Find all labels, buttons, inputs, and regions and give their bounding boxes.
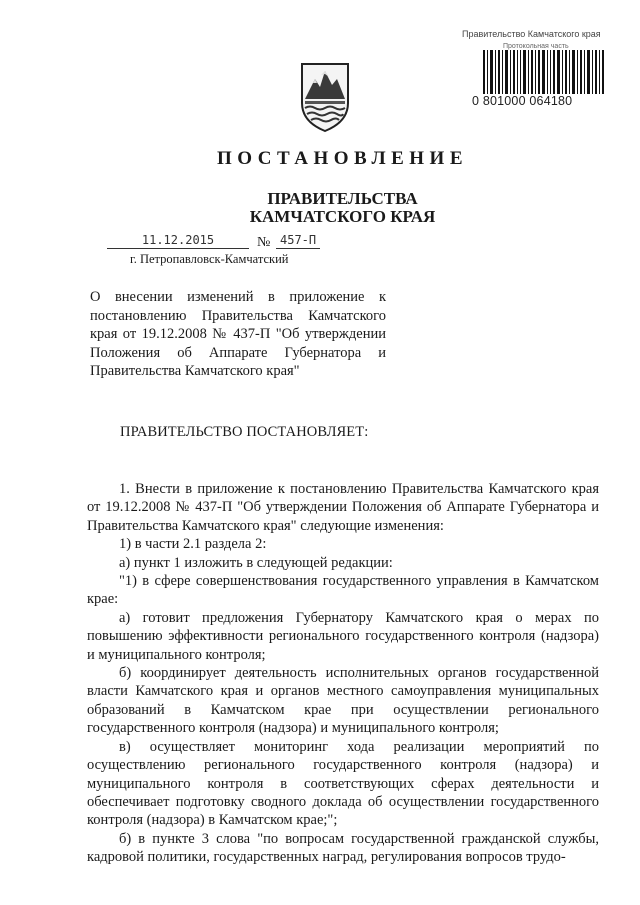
decree-heading: ПРАВИТЕЛЬСТВО ПОСТАНОВЛЯЕТ: xyxy=(120,424,369,440)
number-sign: № xyxy=(257,235,271,250)
document-subject: О внесении изменений в приложение к постановлению Правительства Камчатского края от 19.12.2008 № 437-П "Об утверждении Положения об Аппарате Губернатора и Правительства Камчатского края" xyxy=(90,289,386,380)
barcode-number: 0 801000 064180 xyxy=(472,94,573,108)
protocol-label: Протокольная часть xyxy=(503,43,569,50)
body-paragraph: а) готовит предложения Губернатору Камчатского края о мерах по повышению эффективности регионального государственного контроля (надзора) и муниципального контроля; xyxy=(87,609,599,663)
body-paragraph: в) осуществляет мониторинг хода реализации мероприятий по осуществлению регионального государственного контроля (надзора) и муниципального контроля в соответствующих сферах деятельности и обеспечивает подготовку сводного доклада об осуществлении государственного контроля (надзора) в Камчатском крае;"; xyxy=(87,738,599,829)
header-department-label: Правительство Камчатского края xyxy=(462,29,601,39)
coat-of-arms-icon xyxy=(299,61,351,133)
barcode-icon xyxy=(483,50,605,96)
document-number: 457-П xyxy=(276,233,320,249)
body-paragraph: 1) в части 2.1 раздела 2: xyxy=(119,536,267,553)
city-line: г. Петропавловск-Камчатский xyxy=(130,252,289,266)
issuer-line-1: ПРАВИТЕЛЬСТВА xyxy=(267,189,418,208)
document-body xyxy=(87,480,599,867)
document-date: 11.12.2015 xyxy=(107,233,249,249)
body-paragraph: б) координирует деятельность исполнительных органов государственной власти Камчатского края и органов местного самоуправления муниципальных образований в Камчатском крае при осуществлении регионального государственного контроля (надзора) и муниципального контроля; xyxy=(87,665,599,737)
document-type-title: ПОСТАНОВЛЕНИЕ xyxy=(216,148,469,169)
issuer-line-2: КАМЧАТСКОГО КРАЯ xyxy=(249,207,436,226)
body-paragraph: "1) в сфере совершенствования государственного управления в Камчатском крае: xyxy=(87,573,599,608)
body-paragraph: б) в пункте 3 слова "по вопросам государственной гражданской службы, кадровой политики, государственных наград, регулирования вопросов трудо- xyxy=(87,830,599,866)
body-paragraph: 1. Внести в приложение к постановлению Правительства Камчатского края от 19.12.2008 № 437-П "Об утверждении Положения об Аппарате Губернатора и Правительства Камчатского края" следующие изменения: xyxy=(87,481,599,534)
body-paragraph: а) пункт 1 изложить в следующей редакции: xyxy=(119,554,393,571)
